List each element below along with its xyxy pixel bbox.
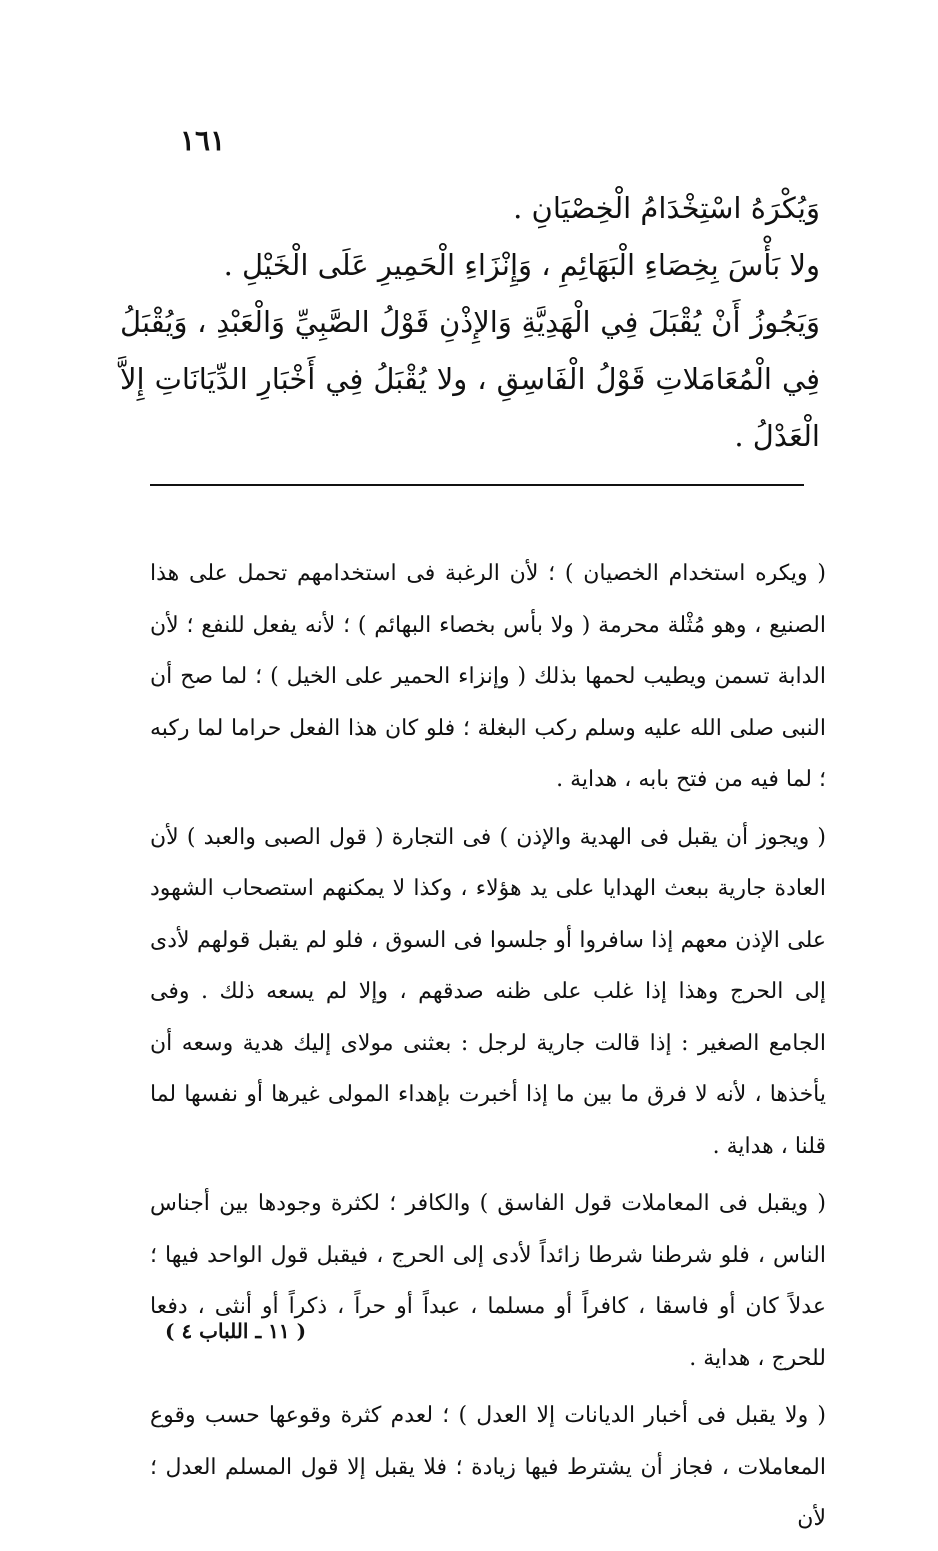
commentary-paragraph: ( ويكره استخدام الخصيان ) ؛ لأن الرغبة فى استخدامهم تحمل على هذا الصنيع ، وهو مُثْلة محرمة ( ولا بأس بخصاء البهائم ) ؛ لأنه يفعل للنفع ؛ لأن الدابة تسمن ويطيب لحمها بذلك ( وإنزاء الحمير على الخيل ) ؛ لما صح أن النبى صلى الله عليه وسلم ركب البغلة ؛ فلو كان هذا الفعل حراما لما ركبه ؛ لما فيه من فتح بابه ، هداية . [150, 561, 826, 792]
main-text [120, 180, 820, 465]
section-divider [150, 484, 804, 486]
signature-mark: ( ١١ ـ اللباب ٤ ) [165, 1319, 307, 1343]
commentary-paragraph: ( ويقبل فى المعاملات قول الفاسق ) والكافر ؛ لكثرة وجودها بين أجناس الناس ، فلو شرطنا شرطا زائداً لأدى إلى الحرج ، فيقبل قول الواحد فيها ؛ عدلاً كان أو فاسقا ، كافراً أو مسلما ، عبداً أو حراً ، ذكراً أو أنثى ، دفعا للحرج ، هداية . [150, 1191, 826, 1371]
commentary-paragraph: ( ويجوز أن يقبل فى الهدية والإذن ) فى التجارة ( قول الصبى والعبد ) لأن العادة جارية ببعث الهدايا على يد هؤلاء ، وكذا لا يمكنهم استصحاب الشهود على الإذن معهم إذا سافروا أو جلسوا فى السوق ، فلو لم يقبل قولهم لأدى إلى الحرج وهذا إذا غلب على ظنه صدقهم ، وإلا لم يسعه ذلك . وفى الجامع الصغير : إذا قالت جارية لرجل : بعثنى مولاى إليك هدية وسعه أن يأخذها ، لأنه لا فرق ما بين ما إذا أخبرت بإهداء المولى غيرها أو نفسها لما قلنا ، هداية . [150, 824, 826, 1159]
main-text-paragraph: ولا بَأْسَ بِخِصَاءِ الْبَهَائِمِ ، وَإِنْزَاءِ الْحَمِيرِ عَلَى الْخَيْلِ . [223, 248, 820, 282]
main-text-paragraph: وَيُكْرَهُ اسْتِخْدَامُ الْخِصْيَانِ . [513, 191, 820, 225]
commentary-paragraph: ( ولا يقبل فى أخبار الديانات إلا العدل ) ؛ لعدم كثرة وقوعها حسب وقوع المعاملات ، فجاز أن يشترط فيها زيادة ؛ فلا يقبل إلا قول المسلم العدل ؛ لأن [150, 1403, 826, 1531]
commentary-text [150, 548, 826, 1551]
page-number: ١٦١ [180, 124, 226, 157]
main-text-paragraph: وَيَجُوزُ أَنْ يُقْبَلَ فِي الْهَدِيَّةِ وَالإِذْنِ قَوْلُ الصَّبِيِّ وَالْعَبْدِ ، وَيُقْبَلُ فِي الْمُعَامَلاتِ قَوْلُ الْفَاسِقِ ، ولا يُقْبَلُ فِي أَخْبَارِ الدِّيَانَاتِ إِلاَّ الْعَدْلُ . [120, 305, 820, 453]
